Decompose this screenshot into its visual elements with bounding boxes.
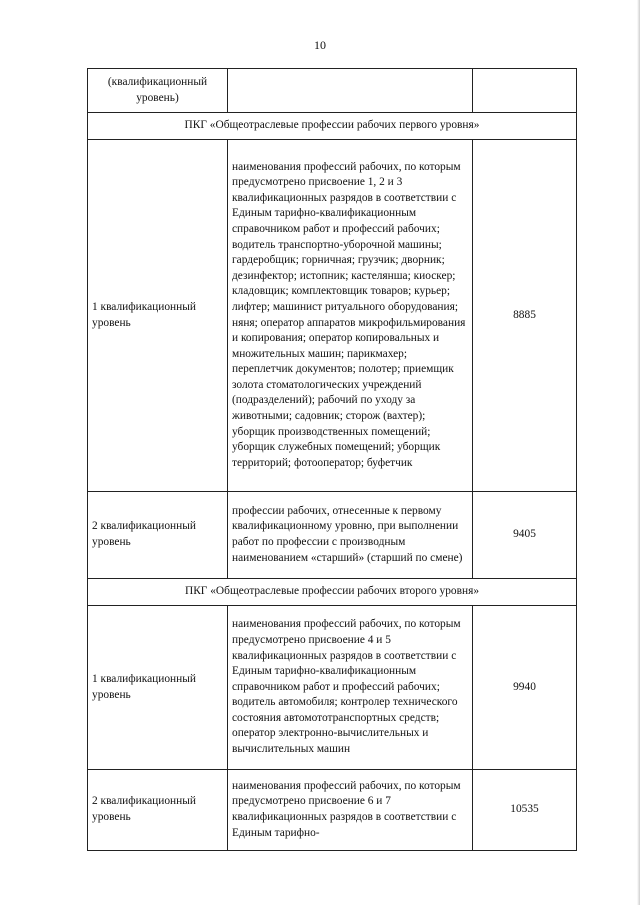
group-header-row <box>88 579 577 606</box>
description-cell: наименования профессий рабочих, по которым предусмотрено присвоение 4 и 5 квалификационных разрядов в соответствии с Единым тарифно-квалификационным справочником работ и профессий рабочих; водитель автомобиля; контролер технического состояния автомототранспортных средств; оператор электронно-вычислительных и вычислительных машин <box>228 606 473 770</box>
table-row-continuation <box>88 69 577 113</box>
salary-cell: 9405 <box>473 492 577 579</box>
level-cell: 1 квалификационный уровень <box>88 606 228 770</box>
table-row <box>88 140 577 492</box>
description-cell: наименования профессий рабочих, по которым предусмотрено присвоение 6 и 7 квалификационных разрядов в соответствии с Единым тарифно- <box>228 770 473 851</box>
description-cell: наименования профессий рабочих, по которым предусмотрено присвоение 1, 2 и 3 квалификационных разрядов в соответствии с Единым тарифно-квалификационным справочником работ и профессий рабочих; водитель транспортно-уборочной машины; гардеробщик; горничная; грузчик; дворник; дезинфектор; истопник; кастелянша; киоскер; кладовщик; комплектовщик товаров; курьер; лифтер; машинист ритуального оборудования; няня; оператор аппаратов микрофильмирования и копирования; оператор копировальных и множительных машин; парикмахер; переплетчик документов; полотер; приемщик золота стоматологических учреждений (подразделений); рабочий по уходу за животными; садовник; сторож (вахтер); уборщик производственных помещений; уборщик служебных помещений; уборщик территорий; фотооператор; буфетчик <box>228 140 473 492</box>
group-header-workers-level-2: ПКГ «Общеотраслевые профессии рабочих второго уровня» <box>88 579 577 606</box>
description-cell <box>228 69 473 113</box>
salary-cell <box>473 69 577 113</box>
salary-table <box>87 68 577 851</box>
salary-cell: 9940 <box>473 606 577 770</box>
table-row <box>88 770 577 851</box>
table-row <box>88 492 577 579</box>
group-header-row <box>88 113 577 140</box>
group-header-workers-level-1: ПКГ «Общеотраслевые профессии рабочих первого уровня» <box>88 113 577 140</box>
table-row <box>88 606 577 770</box>
level-cell: 1 квалификационный уровень <box>88 140 228 492</box>
salary-cell: 10535 <box>473 770 577 851</box>
page-number: 10 <box>314 38 326 52</box>
level-cell: 2 квалификационный уровень <box>88 492 228 579</box>
description-cell: профессии рабочих, отнесенные к первому квалификационному уровню, при выполнении работ по профессии с производным наименованием «старший» (старший по смене) <box>228 492 473 579</box>
level-cell: (квалификационный уровень) <box>88 69 228 113</box>
level-cell: 2 квалификационный уровень <box>88 770 228 851</box>
salary-cell: 8885 <box>473 140 577 492</box>
